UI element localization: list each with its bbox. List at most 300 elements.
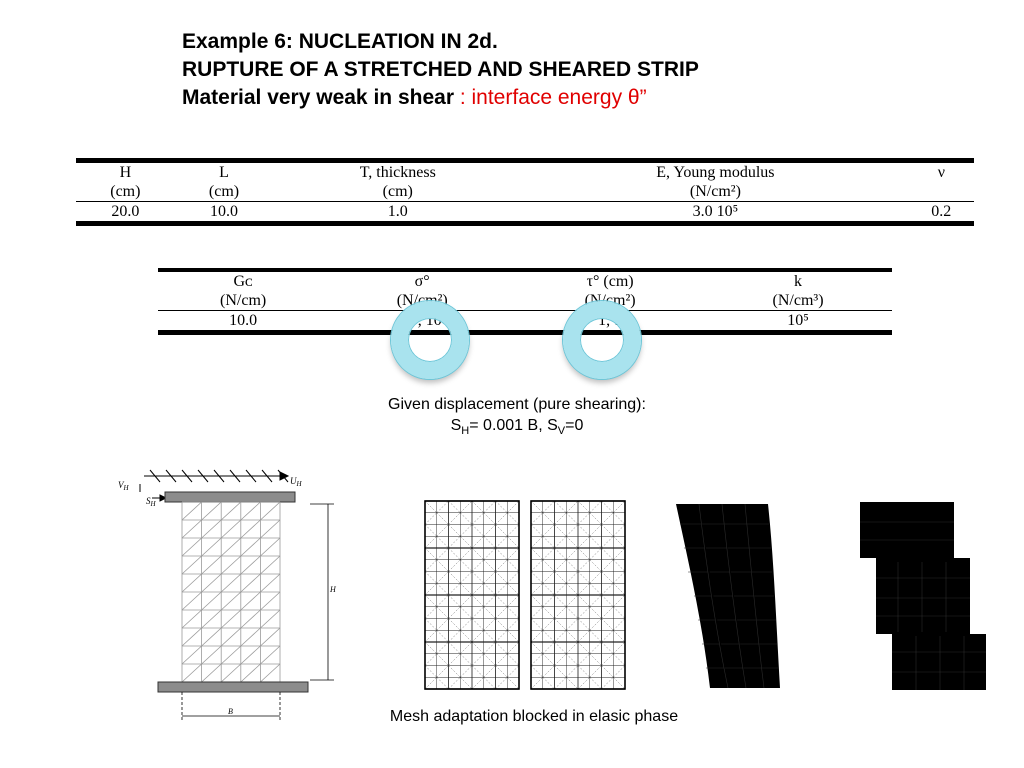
mesh-line <box>460 501 472 513</box>
mesh-line <box>425 513 437 525</box>
mesh-line <box>425 630 437 642</box>
mesh-line <box>566 583 578 595</box>
value-gc: 10.0 <box>158 311 328 333</box>
mesh-line <box>555 654 567 666</box>
mesh-line <box>507 536 519 548</box>
mesh-line <box>472 654 484 666</box>
mesh-line <box>241 502 261 520</box>
mesh-line <box>613 595 625 607</box>
mesh-line <box>449 548 461 560</box>
mesh-line <box>472 525 484 537</box>
mesh-line <box>555 536 567 548</box>
mesh-line <box>496 548 508 560</box>
mesh-line <box>460 677 472 689</box>
mesh-line <box>425 654 437 666</box>
mesh-line <box>202 538 222 556</box>
caption-line-2 <box>312 415 722 442</box>
mesh-line <box>531 583 543 595</box>
header-gc: Gᴄ <box>233 273 253 290</box>
mesh-line <box>182 520 202 538</box>
mesh-line <box>566 536 578 548</box>
mesh-line <box>241 592 261 610</box>
mesh-line <box>566 501 578 513</box>
mesh-line <box>602 642 614 654</box>
mesh-line <box>460 583 472 595</box>
mesh-line <box>425 572 437 584</box>
fractured-strip <box>858 502 990 692</box>
mesh-line <box>425 677 437 689</box>
mesh-line <box>613 654 625 666</box>
mesh-line <box>202 520 222 538</box>
mesh-line <box>507 607 519 619</box>
mesh-line <box>472 536 484 548</box>
mesh-line <box>449 677 461 689</box>
mesh-line <box>437 560 449 572</box>
mesh-line <box>437 607 449 619</box>
mesh-line <box>449 583 461 595</box>
mesh-line <box>555 560 567 572</box>
mesh-line <box>437 513 449 525</box>
mesh-line <box>496 572 508 584</box>
mesh-line <box>241 556 261 574</box>
mesh-line <box>543 548 555 560</box>
mesh-line <box>602 536 614 548</box>
mesh-line <box>578 654 590 666</box>
mesh-line <box>496 677 508 689</box>
value-l: 10.0 <box>175 202 274 224</box>
mesh-line <box>602 666 614 678</box>
mesh-line <box>531 572 543 584</box>
table-header-row <box>76 161 974 183</box>
mesh-line <box>590 607 602 619</box>
mesh-line <box>182 502 202 520</box>
mesh-line <box>507 583 519 595</box>
mesh-line <box>449 513 461 525</box>
header-sigma: σ° <box>414 273 430 290</box>
mesh-line <box>496 630 508 642</box>
mesh-line <box>260 556 280 574</box>
mesh-line <box>613 607 625 619</box>
mesh-line <box>460 525 472 537</box>
mesh-line <box>555 607 567 619</box>
mesh-line <box>602 630 614 642</box>
mesh-line <box>590 560 602 572</box>
mesh-line <box>602 572 614 584</box>
mesh-line <box>460 642 472 654</box>
mesh-line <box>590 536 602 548</box>
header-nu: ν <box>937 164 945 181</box>
mesh-line <box>543 513 555 525</box>
mesh-grid <box>531 501 625 689</box>
mesh-line <box>496 501 508 513</box>
mesh-line <box>578 630 590 642</box>
mesh-line <box>590 583 602 595</box>
strip-diagram <box>110 466 350 726</box>
mesh-line <box>437 619 449 631</box>
mesh-line <box>202 610 222 628</box>
mesh-line <box>221 574 241 592</box>
mesh-line <box>578 525 590 537</box>
unit-tau: (N/cm²) <box>584 292 636 309</box>
mesh-line <box>566 525 578 537</box>
mesh-line <box>578 666 590 678</box>
mesh-grid <box>425 501 519 689</box>
mesh-line <box>543 536 555 548</box>
mesh-line <box>531 595 543 607</box>
mesh-line <box>578 513 590 525</box>
b-label: B <box>228 707 233 716</box>
mesh-line <box>613 583 625 595</box>
mesh-line <box>484 513 496 525</box>
mesh-line <box>507 619 519 631</box>
caption-sub2: V <box>557 425 566 438</box>
mesh-line <box>460 560 472 572</box>
displacement-caption <box>312 394 722 442</box>
strip-mesh <box>182 502 280 682</box>
title-line-3-red: : interface energy θ” <box>454 86 647 109</box>
mesh-line <box>484 583 496 595</box>
mesh-line <box>566 560 578 572</box>
mesh-line <box>613 677 625 689</box>
mesh-line <box>555 548 567 560</box>
fracture-properties-table <box>158 268 892 335</box>
mesh-line <box>602 501 614 513</box>
mesh-line <box>602 513 614 525</box>
mesh-line <box>613 630 625 642</box>
mesh-line <box>425 607 437 619</box>
mesh-line <box>202 628 222 646</box>
mesh-line <box>182 628 202 646</box>
mesh-line <box>182 646 202 664</box>
value-nu: 0.2 <box>909 202 974 224</box>
mesh-line <box>221 502 241 520</box>
mesh-line <box>449 630 461 642</box>
fractured-blocks <box>860 502 986 690</box>
mesh-line <box>578 536 590 548</box>
caption-end: =0 <box>565 417 584 434</box>
table-row <box>76 202 974 224</box>
mesh-line <box>182 538 202 556</box>
mesh-line <box>496 619 508 631</box>
mesh-line <box>437 548 449 560</box>
mesh-line <box>449 536 461 548</box>
mesh-line <box>221 592 241 610</box>
mesh-line <box>531 548 543 560</box>
mesh-line <box>460 607 472 619</box>
value-thickness: 1.0 <box>273 202 522 224</box>
mesh-line <box>496 536 508 548</box>
mesh-line <box>543 654 555 666</box>
mesh-line <box>460 536 472 548</box>
mesh-line <box>260 502 280 520</box>
mesh-line <box>590 548 602 560</box>
unit-nu <box>909 182 974 202</box>
mesh-line <box>182 592 202 610</box>
mesh-line <box>460 654 472 666</box>
deformed-strip <box>672 500 782 692</box>
mesh-line <box>578 607 590 619</box>
mesh-line <box>260 574 280 592</box>
mesh-line <box>531 642 543 654</box>
mesh-line <box>460 548 472 560</box>
caption-mid: = 0.001 B, S <box>469 417 558 434</box>
mesh-line <box>484 642 496 654</box>
mesh-line <box>260 646 280 664</box>
mesh-line <box>425 583 437 595</box>
caption-line-1: Given displacement (pure shearing): <box>388 396 646 413</box>
mesh-line <box>260 592 280 610</box>
mesh-line <box>460 513 472 525</box>
mesh-line <box>496 595 508 607</box>
mesh-line <box>531 677 543 689</box>
mesh-line <box>555 677 567 689</box>
mesh-line <box>472 513 484 525</box>
mesh-line <box>613 666 625 678</box>
mesh-line <box>484 501 496 513</box>
unit-sigma: (N/cm²) <box>396 292 448 309</box>
mesh-line <box>507 525 519 537</box>
mesh-line <box>425 619 437 631</box>
mesh-line <box>449 666 461 678</box>
mesh-line <box>425 548 437 560</box>
mesh-line <box>484 525 496 537</box>
mesh-line <box>241 610 261 628</box>
mesh-line <box>613 536 625 548</box>
mesh-line <box>602 607 614 619</box>
mesh-line <box>566 619 578 631</box>
mesh-line <box>555 525 567 537</box>
mesh-line <box>202 664 222 682</box>
mesh-line <box>578 642 590 654</box>
mesh-line <box>531 654 543 666</box>
mesh-line <box>602 595 614 607</box>
mesh-line <box>613 513 625 525</box>
mesh-line <box>221 556 241 574</box>
mesh-line <box>590 525 602 537</box>
unit-thickness: (cm) <box>382 183 413 200</box>
mesh-line <box>449 642 461 654</box>
mesh-line <box>555 666 567 678</box>
mesh-line <box>425 642 437 654</box>
mesh-line <box>472 572 484 584</box>
mesh-line <box>590 630 602 642</box>
mesh-line <box>555 630 567 642</box>
mesh-line <box>578 595 590 607</box>
mesh-line <box>613 642 625 654</box>
mesh-line <box>472 548 484 560</box>
mesh-line <box>437 595 449 607</box>
header-h: H <box>119 164 132 181</box>
mesh-line <box>182 556 202 574</box>
mesh-line <box>543 525 555 537</box>
mesh-line <box>507 501 519 513</box>
caption-s1: S <box>450 417 462 434</box>
mesh-line <box>241 538 261 556</box>
mesh-line <box>449 560 461 572</box>
mesh-line <box>590 642 602 654</box>
mesh-line <box>260 628 280 646</box>
mesh-line <box>555 501 567 513</box>
mesh-line <box>182 664 202 682</box>
mesh-line <box>182 574 202 592</box>
mesh-line <box>590 513 602 525</box>
mesh-line <box>543 501 555 513</box>
mesh-line <box>460 619 472 631</box>
mesh-line <box>531 525 543 537</box>
mesh-line <box>590 677 602 689</box>
mesh-line <box>260 610 280 628</box>
mesh-line <box>496 607 508 619</box>
mesh-line <box>531 619 543 631</box>
title-line-3-bold: Material very weak in shear <box>182 86 454 109</box>
mesh-line <box>449 654 461 666</box>
mesh-line <box>496 642 508 654</box>
slide-title <box>182 28 699 112</box>
table-unit-row <box>76 182 974 202</box>
mesh-line <box>543 572 555 584</box>
mesh-line <box>182 610 202 628</box>
mesh-line <box>449 619 461 631</box>
mesh-line <box>472 560 484 572</box>
mesh-line <box>449 607 461 619</box>
mesh-line <box>221 664 241 682</box>
mesh-line <box>472 607 484 619</box>
mesh-line <box>507 630 519 642</box>
mesh-line <box>590 619 602 631</box>
mesh-line <box>531 666 543 678</box>
mesh-line <box>496 513 508 525</box>
mesh-line <box>566 572 578 584</box>
mesh-line <box>472 595 484 607</box>
mesh-line <box>507 513 519 525</box>
sh-label: $S_H$ <box>146 496 156 508</box>
mesh-line <box>449 525 461 537</box>
mesh-line <box>613 560 625 572</box>
mesh-line <box>437 677 449 689</box>
mesh-line <box>613 501 625 513</box>
mesh-line <box>472 677 484 689</box>
mesh-line <box>484 677 496 689</box>
mesh-line <box>590 501 602 513</box>
mesh-line <box>531 630 543 642</box>
mesh-line <box>472 619 484 631</box>
mesh-line <box>531 536 543 548</box>
mesh-line <box>241 628 261 646</box>
unit-l: (cm) <box>208 183 240 200</box>
mesh-line <box>543 630 555 642</box>
mesh-line <box>555 583 567 595</box>
mesh-line <box>590 666 602 678</box>
mesh-line <box>543 560 555 572</box>
mesh-line <box>425 536 437 548</box>
mesh-line <box>472 642 484 654</box>
mesh-line <box>202 574 222 592</box>
mesh-line <box>602 548 614 560</box>
value-young-modulus: 3.0 10⁵ <box>522 202 908 224</box>
mesh-line <box>531 513 543 525</box>
mesh-line <box>578 501 590 513</box>
mesh-line <box>555 642 567 654</box>
header-k: k <box>794 273 803 290</box>
mesh-line <box>472 501 484 513</box>
mesh-line <box>260 538 280 556</box>
top-plate <box>165 492 295 502</box>
mesh-line <box>578 572 590 584</box>
mesh-line <box>566 607 578 619</box>
mesh-line <box>602 583 614 595</box>
mesh-line <box>590 654 602 666</box>
mesh-line <box>590 595 602 607</box>
mesh-line <box>507 642 519 654</box>
mesh-line <box>602 677 614 689</box>
mesh-line <box>484 560 496 572</box>
mesh-initial-1 <box>424 500 520 690</box>
title-line-2: RUPTURE OF A STRETCHED AND SHEARED STRIP <box>182 58 699 81</box>
title-line-1: Example 6: NUCLEATION IN 2d. <box>182 30 498 53</box>
unit-k: (N/cm³) <box>772 292 824 309</box>
mesh-line <box>437 536 449 548</box>
mesh-line <box>460 595 472 607</box>
value-h: 20.0 <box>76 202 175 224</box>
mesh-line <box>602 560 614 572</box>
uh-label: $U_H$ <box>290 476 302 488</box>
mesh-line <box>496 583 508 595</box>
mesh-caption: Mesh adaptation blocked in elasic phase <box>389 708 679 725</box>
mesh-line <box>496 525 508 537</box>
mesh-line <box>555 595 567 607</box>
mesh-line <box>437 630 449 642</box>
mesh-line <box>543 583 555 595</box>
mesh-line <box>221 628 241 646</box>
mesh-line <box>566 630 578 642</box>
mesh-line <box>425 595 437 607</box>
title-line-3 <box>182 84 699 112</box>
mesh-line <box>543 642 555 654</box>
mesh-line <box>425 501 437 513</box>
mesh-line <box>460 666 472 678</box>
mesh-line <box>578 619 590 631</box>
mesh-line <box>613 548 625 560</box>
mesh-line <box>484 548 496 560</box>
mesh-line <box>578 560 590 572</box>
mesh-line <box>496 560 508 572</box>
mesh-line <box>484 654 496 666</box>
mesh-line <box>241 646 261 664</box>
mesh-line <box>221 538 241 556</box>
mesh-line <box>460 572 472 584</box>
mesh-line <box>437 654 449 666</box>
header-thickness: T, thickness <box>359 164 436 181</box>
mesh-line <box>221 646 241 664</box>
mesh-line <box>241 520 261 538</box>
mesh-line <box>484 630 496 642</box>
ring-overlay-icon <box>391 301 469 379</box>
mesh-line <box>566 642 578 654</box>
mesh-line <box>437 501 449 513</box>
mesh-line <box>472 666 484 678</box>
mesh-line <box>260 520 280 538</box>
caption-sub1: H <box>461 425 470 438</box>
mesh-line <box>531 560 543 572</box>
mesh-line <box>566 654 578 666</box>
mesh-line <box>602 654 614 666</box>
value-k: 10⁵ <box>704 311 892 333</box>
mesh-line <box>566 548 578 560</box>
mesh-line <box>449 501 461 513</box>
mesh-line <box>602 619 614 631</box>
mesh-line <box>555 619 567 631</box>
mesh-line <box>202 556 222 574</box>
